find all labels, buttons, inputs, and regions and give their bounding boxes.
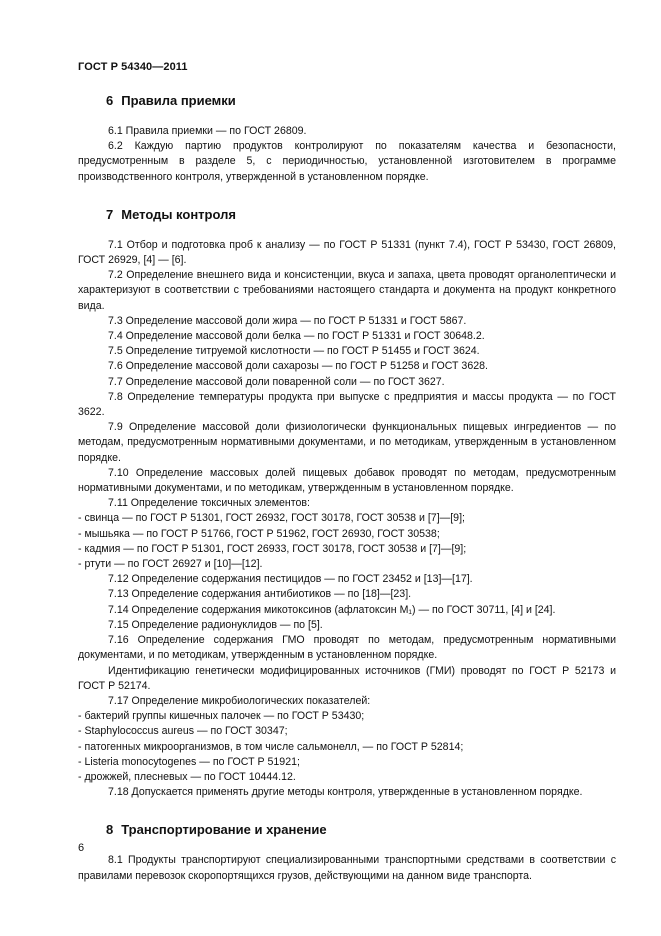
paragraph: 7.6 Определение массовой доли сахарозы — по ГОСТ Р 51258 и ГОСТ 3628. bbox=[108, 360, 488, 373]
paragraph: 7.11 Определение токсичных элементов: bbox=[108, 497, 310, 510]
list-item: - Staphylococcus aureus — по ГОСТ 30347; bbox=[78, 725, 288, 738]
paragraph: 7.16 Определение содержания ГМО проводят по методам, предусмотренным нормативными документами, и по методикам, утвержденным в установленном порядке. bbox=[78, 634, 616, 662]
paragraph: 7.9 Определение массовой доли физиологически функциональных пищевых ингредиентов — по методам, предусмотренным нормативными документами, и по методикам, утвержденным в установленном порядке. bbox=[78, 421, 616, 464]
paragraph: 8.1 Продукты транспортируют специализированными транспортными средствами в соответствии с правилами перевозок скоропортящихся грузов, действующими на данном виде транспорта. bbox=[78, 854, 616, 882]
page-number: 6 bbox=[78, 842, 85, 854]
paragraph: 7.14 Определение содержания микотоксинов (афлатоксин M₁) — по ГОСТ 30711, [4] и [24]. bbox=[108, 603, 556, 616]
document-header: ГОСТ Р 54340—2011 bbox=[78, 61, 188, 73]
list-item: - ртути — по ГОСТ 26927 и [10]—[12]. bbox=[78, 558, 263, 571]
paragraph: Идентификацию генетически модифицированных источников (ГМИ) проводят по ГОСТ Р 52173 и ГОСТ Р 52174. bbox=[78, 664, 616, 692]
paragraph: 7.12 Определение содержания пестицидов — по ГОСТ 23452 и [13]—[17]. bbox=[108, 573, 473, 586]
paragraph: 7.4 Определение массовой доли белка — по ГОСТ Р 51331 и ГОСТ 30648.2. bbox=[108, 330, 485, 343]
list-item: - Listeria monocytogenes — по ГОСТ Р 51921; bbox=[78, 755, 300, 768]
paragraph: 7.18 Допускается применять другие методы контроля, утвержденные в установленном порядке. bbox=[108, 786, 583, 799]
paragraph: 7.15 Определение радионуклидов — по [5]. bbox=[108, 618, 323, 631]
paragraph: 7.17 Определение микробиологических показателей: bbox=[108, 694, 371, 707]
section-8 bbox=[78, 821, 616, 883]
paragraph: 6.2 Каждую партию продуктов контролируют по показателям качества и безопасности, предусмотренным в разделе 5, с периодичностью, установленной изготовителем в программе производственного контроля, утвержденной в установленном порядке. bbox=[78, 140, 616, 183]
list-item: - мышьяка — по ГОСТ Р 51766, ГОСТ Р 51962, ГОСТ 26930, ГОСТ 30538; bbox=[78, 527, 440, 540]
section-heading: 6 Правила приемки bbox=[106, 93, 236, 108]
section-heading: 7 Методы контроля bbox=[106, 206, 236, 222]
paragraph: 7.2 Определение внешнего вида и консистенции, вкуса и запаха, цвета проводят органолептически и характеризуют в соответствии с требованиями настоящего стандарта и документа на продукт конкретного вида. bbox=[78, 269, 616, 312]
paragraph: 7.1 Отбор и подготовка проб к анализу — по ГОСТ Р 51331 (пункт 7.4), ГОСТ Р 53430, ГОСТ 26809, ГОСТ 26929, [4] — [6]. bbox=[78, 238, 616, 267]
paragraph: 7.8 Определение температуры продукта при выпуске с предприятия и массы продукта — по ГОСТ 3622. bbox=[78, 390, 616, 419]
paragraph: 7.3 Определение массовой доли жира — по ГОСТ Р 51331 и ГОСТ 5867. bbox=[108, 314, 467, 327]
paragraph: 7.10 Определение массовых долей пищевых добавок проводят по методам, предусмотренным нормативными документами, и по методикам, утвержденным в установленном порядке. bbox=[78, 466, 616, 495]
paragraph: 6.1 Правила приемки — по ГОСТ 26809. bbox=[108, 125, 307, 137]
document-body bbox=[78, 92, 616, 884]
list-item: - бактерий группы кишечных палочек — по ГОСТ Р 53430; bbox=[78, 710, 365, 723]
list-item: - кадмия — по ГОСТ Р 51301, ГОСТ 26933, ГОСТ 30178, ГОСТ 30538 и [7]—[9]; bbox=[78, 542, 467, 555]
list-item: - свинца — по ГОСТ Р 51301, ГОСТ 26932, ГОСТ 30178, ГОСТ 30538 и [7]—[9]; bbox=[78, 512, 465, 525]
list-item: - дрожжей, плесневых — по ГОСТ 10444.12. bbox=[78, 770, 296, 783]
paragraph: 7.13 Определение содержания антибиотиков — по [18]—[23]. bbox=[108, 588, 412, 601]
paragraph: 7.7 Определение массовой доли поваренной соли — по ГОСТ 3627. bbox=[108, 375, 445, 388]
list-item: - патогенных микроорганизмов, в том числе сальмонелл, — по ГОСТ Р 52814; bbox=[78, 740, 464, 753]
section-6 bbox=[78, 92, 616, 185]
paragraph: 7.5 Определение титруемой кислотности — по ГОСТ Р 51455 и ГОСТ 3624. bbox=[108, 345, 480, 358]
section-7 bbox=[78, 206, 616, 801]
section-heading: 8 Транспортирование и хранение bbox=[106, 822, 327, 838]
